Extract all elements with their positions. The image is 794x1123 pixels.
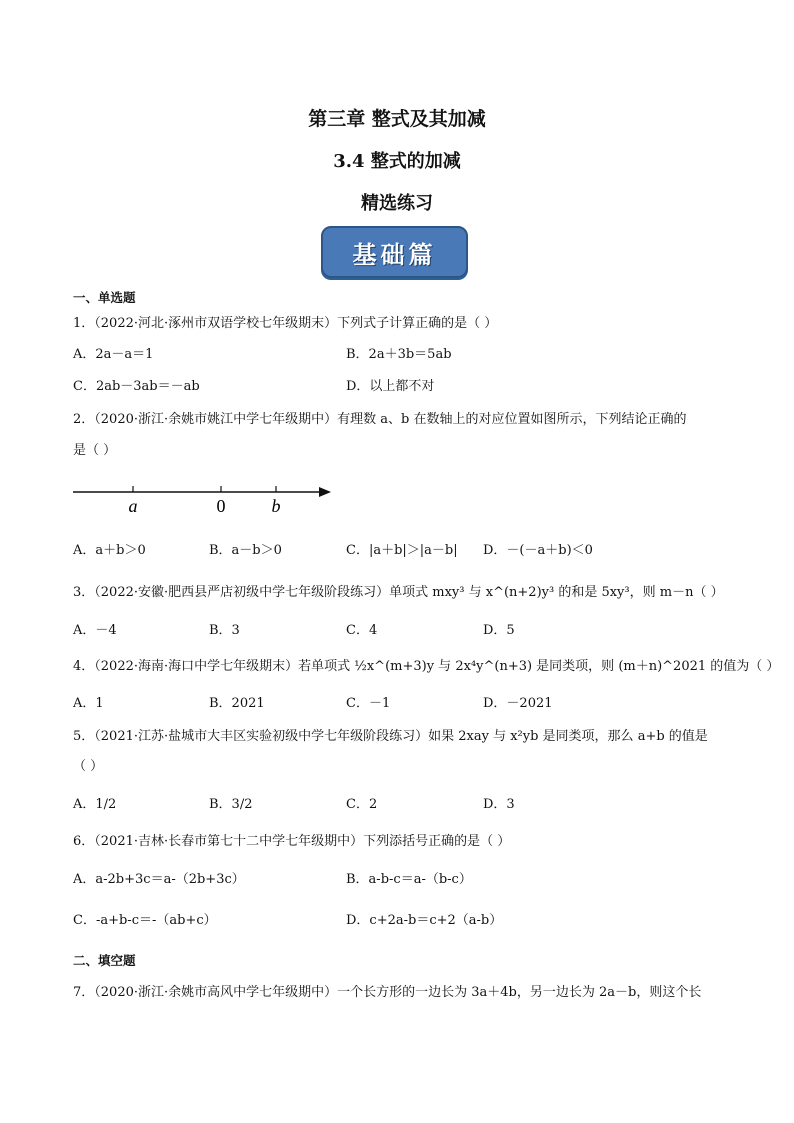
question-4-option-d[interactable]: D．－2021	[483, 696, 553, 711]
question-6-option-c[interactable]: C．-a+b-c＝-（ab+c）	[73, 913, 217, 928]
question-5-option-c[interactable]: C．2	[346, 797, 378, 812]
question-4-option-a[interactable]: A．1	[73, 696, 104, 711]
number-line-arrow	[319, 487, 331, 497]
level-badge: 基础篇	[321, 226, 468, 278]
number-line-label-a: a	[128, 496, 138, 516]
question-4-option-c[interactable]: C．－1	[346, 696, 391, 711]
question-7-stem: 7．（2020·浙江·余姚市高风中学七年级期中）一个长方形的一边长为 3a＋4b，另一边长为 2a－b，则这个长	[73, 985, 702, 1000]
question-2-stem: 2．（2020·浙江·余姚市姚江中学七年级期中）有理数 a、b 在数轴上的对应位置如图所示，下列结论正确的	[73, 412, 687, 427]
number-line-label-zero: 0	[216, 496, 226, 516]
question-6-option-d[interactable]: D．c+2a-b＝c+2（a-b）	[346, 913, 503, 928]
question-1-stem: 1．（2022·河北·涿州市双语学校七年级期末）下列式子计算正确的是（ ）	[73, 316, 498, 331]
question-6-option-a[interactable]: A．a-2b+3c＝a-（2b+3c）	[73, 872, 245, 887]
question-2-option-d[interactable]: D．－(－a＋b)＜0	[483, 543, 593, 558]
chapter-title: 第三章 整式及其加减	[308, 108, 486, 130]
question-4-stem: 4．（2022·海南·海口中学七年级期末）若单项式 ½x^(m+3)y 与 2x⁴y^(n+3) 是同类项，则 (m＋n)^2021 的值为（ ）	[73, 659, 780, 674]
section-title: 3.4 整式的加减	[333, 151, 461, 172]
question-1-option-b[interactable]: B．2a＋3b＝5ab	[346, 347, 452, 362]
question-5-option-d[interactable]: D．3	[483, 797, 515, 812]
question-2-option-a[interactable]: A．a＋b＞0	[73, 543, 146, 558]
number-line-label-b: b	[271, 496, 281, 516]
question-3-option-c[interactable]: C．4	[346, 623, 378, 638]
question-5-stem: 5．（2021·江苏·盐城市大丰区实验初级中学七年级阶段练习）如果 2xay 与 x²yb 是同类项，那么 a+b 的值是	[73, 729, 708, 744]
question-5-stem-cont: （ ）	[73, 759, 104, 774]
question-5-option-a[interactable]: A．1/2	[73, 797, 117, 812]
question-3-option-d[interactable]: D．5	[483, 623, 515, 638]
question-2-stem-cont: 是（ ）	[73, 443, 117, 458]
question-3-option-a[interactable]: A．－4	[73, 623, 117, 638]
number-line-figure	[73, 476, 343, 526]
question-1-option-d[interactable]: D．以上都不对	[346, 379, 435, 394]
section-heading-single-choice: 一、单选题	[73, 290, 136, 305]
section-heading-fill-blank: 二、填空题	[73, 953, 136, 968]
question-1-option-c[interactable]: C．2ab－3ab＝－ab	[73, 379, 200, 394]
question-6-stem: 6．（2021·吉林·长春市第七十二中学七年级期中）下列添括号正确的是（ ）	[73, 834, 511, 849]
question-2-option-b[interactable]: B．a－b＞0	[209, 543, 282, 558]
question-5-option-b[interactable]: B．3/2	[209, 797, 253, 812]
question-3-stem: 3．（2022·安徽·肥西县严店初级中学七年级阶段练习）单项式 mxy³ 与 x^(n+2)y³ 的和是 5xy³，则 m－n（ ）	[73, 585, 724, 600]
question-4-option-b[interactable]: B．2021	[209, 696, 265, 711]
question-3-option-b[interactable]: B．3	[209, 623, 240, 638]
practice-subtitle: 精选练习	[361, 193, 433, 214]
question-6-option-b[interactable]: B．a-b-c＝a-（b-c）	[346, 872, 472, 887]
question-2-option-c[interactable]: C．|a＋b|＞|a－b|	[346, 543, 458, 558]
question-1-option-a[interactable]: A．2a－a＝1	[73, 347, 154, 362]
